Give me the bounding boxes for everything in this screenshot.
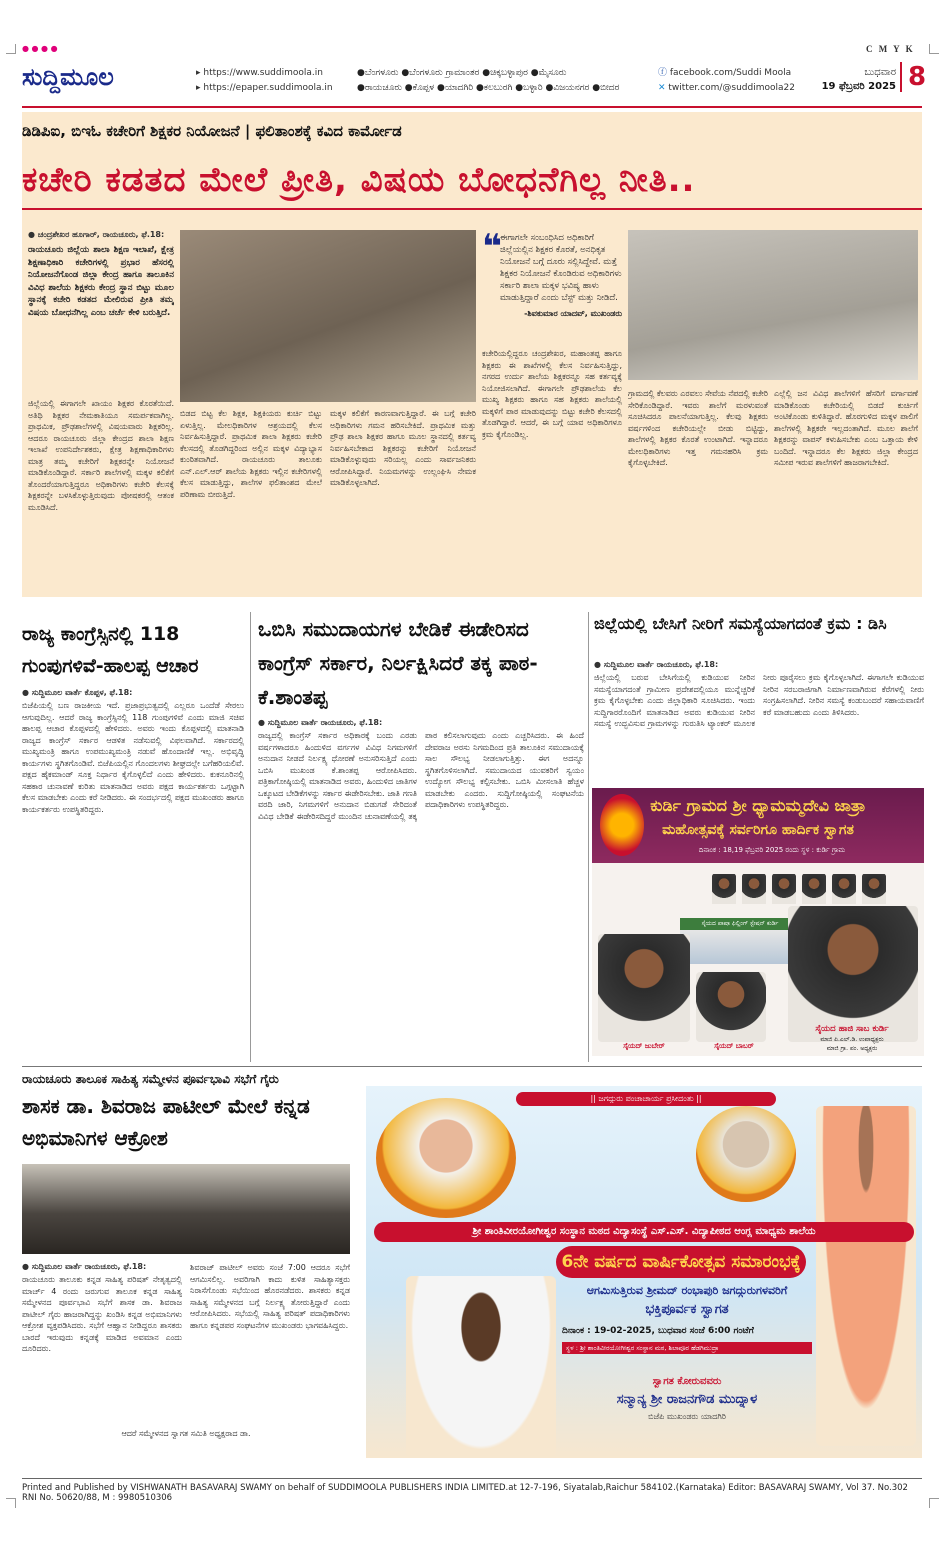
crop-mark (929, 44, 939, 54)
globe-icon: ▸ (196, 68, 204, 78)
story-byline: ● ಸುದ್ದಿಮೂಲ ವಾರ್ತೆ ರಾಯಚೂರು, ಫೆ.18: (258, 718, 383, 727)
person-photo (696, 972, 766, 1042)
event-date: ದಿನಾಂಕ : 19-02-2025, ಬುಧವಾರ ಸಂಜೆ 6:00 ಗಂಟೆಗೆ (562, 1326, 754, 1336)
cities-row: ●ರಾಯಚೂರು ●ಕೊಪ್ಪಳ ●ಯಾದಗಿರಿ ●ಕಲಬುರಗಿ ●ಬಳ್ಳಾರಿ ●ವಿಜಯನಗರ ●ಬೀದರ (357, 83, 620, 93)
social-links (658, 66, 795, 96)
story-headline: ಒಬಿಸಿ ಸಮುದಾಯಗಳ ಬೇಡಿಕೆ ಈಡೇರಿಸದ ಕಾಂಗ್ರೆಸ್ ಸರ್ಕಾರ, ನಿರ್ಲಕ್ಷಿಸಿದರೆ ತಕ್ಕ ಪಾಠ-ಕೆ.ಶಾಂತಪ್ಪ (258, 617, 538, 709)
lead-column: ಗ್ರಾಮದಲ್ಲಿ ಕೆಲವರು ಎರವಲು ಸೇವೆಯ ನೆಪದಲ್ಲಿ ಕಚೇರಿ ಸೇರಿಕೊಂಡಿದ್ದಾರೆ. ಇವರು ಶಾಲೆಗೆ ಮರಳುವಂತೆ ಸೂಚಿಸಿದರೂ ಪಾಲನೆಯಾಗುತ್ತಿಲ್ಲ. ಕೆಲವು ಶಿಕ್ಷಕರು ವರ್ಷಗಳಿಂದ ಕಚೇರಿಯಲ್ಲೇ ಬೀಡು ಬಿಟ್ಟಿದ್ದು, ಶಾಲೆಗಳಲ್ಲಿ ಶಿಕ್ಷಕರ ಕೊರತೆ ಉಂಟಾಗಿದೆ. ಇನ್ನಾದರೂ ಮೇಲಧಿಕಾರಿಗಳು ಇತ್ತ ಗಮನಹರಿಸಿ ಕ್ರಮ ಕೈಗೊಳ್ಳಬೇಕಿದೆ. (628, 389, 768, 467)
lead-column: ಜಿಲ್ಲೆಯಲ್ಲಿ ಈಗಾಗಲೇ ಖಾಯಂ ಶಿಕ್ಷಕರ ಕೊರತೆಯಿದೆ. ಅತಿಥಿ ಶಿಕ್ಷಕರ ನೇಮಕಾತಿಯೂ ಸಮರ್ಪಕವಾಗಿಲ್ಲ. ಪ್ರಾಥಮಿಕ, ಪ್ರೌಢಶಾಲೆಗಳಲ್ಲಿ ವಿಷಯವಾರು ಶಿಕ್ಷಕರಿಲ್ಲ. ಆದರೂ ರಾಯಚೂರು ಜಿಲ್ಲಾ ಕೇಂದ್ರದ ಶಾಲಾ ಶಿಕ್ಷಣ ಇಲಾಖೆ ಉಪನಿರ್ದೇಶಕರು, ಕ್ಷೇತ್ರ ಶಿಕ್ಷಣಾಧಿಕಾರಿಗಳು ಮಾತ್ರ ತಮ್ಮ ಕಚೇರಿಗೆ ಶಿಕ್ಷಕರನ್ನೇ ನಿಯೋಜನೆ ಮಾಡಿಕೊಂಡಿದ್ದಾರೆ. ಸರ್ಕಾರಿ ಶಾಲೆಗಳಲ್ಲಿ ಮಕ್ಕಳ ಕಲಿಕೆಗೆ ತೊಂದರೆಯಾಗುತ್ತಿದ್ದರೂ ಅಧಿಕಾರಿಗಳು ಕಚೇರಿ ಕೆಲಸಕ್ಕೆ ಶಿಕ್ಷಕರನ್ನೇ ಬಳಸಿಕೊಳ್ಳುತ್ತಿರುವುದು ಪೋಷಕರಲ್ಲಿ ಆತಂಕ ಮೂಡಿಸಿದೆ. (28, 399, 174, 512)
ad-top-line: || ಜಗದ್ಗುರು ಪಂಚಾಚಾರ್ಯ ಪ್ರಸೀದಂತು || (516, 1092, 776, 1106)
meeting-photo (22, 1164, 350, 1254)
date: 19 ಫೆಬ್ರವರಿ 2025 (821, 81, 896, 92)
ad-subtitle: ಮಹೋತ್ಸವಕ್ಕೆ ಸರ್ವರಿಗೂ ಹಾರ್ದಿಕ ಸ್ವಾಗತ (662, 822, 854, 838)
person-photo (788, 906, 918, 1042)
host-photo (406, 1276, 556, 1458)
petrol-pump-label: ಸೈಯದ ಪಾಷಾ ಫಿಲ್ಲಿಂಗ್ ಸ್ಟೇಷನ್ ಕುರ್ಡಿ (680, 918, 800, 930)
host-label: ಸ್ವಾಗತ ಕೋರುವವರು (652, 1376, 722, 1387)
cmyk-label: C M Y K (866, 44, 915, 54)
lead-byline: ● ಚಂದ್ರಶೇಖರ ಹೂಗಾರ್, ರಾಯಚೂರು, ಫೆ.18: (28, 230, 165, 239)
person-name: ಸೈಯದ್ ಜುಬೇರ್ (623, 1042, 665, 1050)
column-divider (250, 612, 251, 1062)
school-name: ಶ್ರೀ ಶಾಂತಿವೀರಯೋಗೀಶ್ವರ ಸಂಸ್ಥಾನ ಮಠದ ವಿದ್ಯಾಸಂಸ್ಥೆ ಎಸ್.ಎಸ್. ವಿದ್ಯಾಪೀಠದ ಆಂಗ್ಲ ಮಾಧ್ಯಮ ಶಾಲೆಯ (374, 1222, 914, 1242)
story-body: ಬಿಜೆಪಿಯಲ್ಲಿ ಬಣ ರಾಜಕೀಯ ಇದೆ. ಪ್ರಜಾಪ್ರಭುತ್ವದಲ್ಲಿ ಎಲ್ಲರೂ ಒಂದೆಡೆ ಸೇರಲು ಆಗುವುದಿಲ್ಲ. ಆದರೆ ರಾಜ್ಯ ಕಾಂಗ್ರೆಸ್ಸಿನಲ್ಲಿ 118 ಗುಂಪುಗಳಿವೆ ಎಂದು ಮಾಜಿ ಸಚಿವ ಹಾಲಪ್ಪ ಆಚಾರ ಕೊಪ್ಪಳದಲ್ಲಿ ಹೇಳಿದರು. ಅವರು ಇಂದು ಕೊಪ್ಪಳದಲ್ಲಿ ಮಾತನಾಡಿ ರಾಜ್ಯದ ಕಾಂಗ್ರೆಸ್ ಸರ್ಕಾರ ಆಡಳಿತ ನಡೆಸುವಲ್ಲಿ ವಿಫಲವಾಗಿದೆ. ಸರ್ಕಾರದಲ್ಲಿ ಮುಖ್ಯಮಂತ್ರಿ ಹಾಗೂ ಉಪಮುಖ್ಯಮಂತ್ರಿ ನಡುವೆ ಹೊಂದಾಣಿಕೆ ಇಲ್ಲ. ಅಭಿವೃದ್ಧಿ ಕಾರ್ಯಗಳು ಸ್ಥಗಿತಗೊಂಡಿವೆ. ಬಿಜೆಪಿಯಲ್ಲಿನ ಗೊಂದಲಗಳು ಶೀಘ್ರದಲ್ಲೇ ಬಗೆಹರಿಯಲಿವೆ. ಪಕ್ಷದ ಹೈಕಮಾಂಡ್ ಸೂಕ್ತ ನಿರ್ಧಾರ ಕೈಗೊಳ್ಳಲಿದೆ ಎಂದು ಹೇಳಿದರು. ಕುಕನೂರಿನಲ್ಲಿ ಸಹಕಾರ ಚುನಾವಣೆ ಕುರಿತು ಮಾತನಾಡಿದ ಅವರು ಪಕ್ಷದ ಕಾರ್ಯಕರ್ತರು ಒಗ್ಗಟ್ಟಾಗಿ ಕೆಲಸ ಮಾಡಬೇಕು ಎಂದು ಕರೆ ನೀಡಿದರು. ಈ ಸಂದರ್ಭದಲ್ಲಿ ಪಕ್ಷದ ಮುಖಂಡರು ಹಾಗೂ ಕಾರ್ಯಕರ್ತರು ಉಪಸ್ಥಿತರಿದ್ದರು. (22, 701, 244, 814)
ad-title: ಕುರ್ಡಿ ಗ್ರಾಮದ ಶ್ರೀ ಧ್ಯಾಮಮ್ಮದೇವಿ ಜಾತ್ರಾ (650, 796, 866, 815)
story-headline: ಜಿಲ್ಲೆಯಲ್ಲಿ ಬೇಸಿಗೆ ನೀರಿಗೆ ಸಮಸ್ಯೆಯಾಗದಂತೆ ಕ್ರಮ : ಡಿಸಿ (594, 614, 887, 633)
website-link[interactable]: https://www.suddimoola.in (203, 68, 323, 78)
lead-column: ಕಚೇರಿಯಲ್ಲಿದ್ದರೂ ಚಂದ್ರಶೇಖರ, ಮಹಾಂತಪ್ಪ ಹಾಗೂ ಶಿಕ್ಷಕರು ಈ ಶಾಖೆಗಳಲ್ಲಿ ಕೆಲಸ ನಿರ್ವಹಿಸುತ್ತಿದ್ದು, ನಗರದ ಉರ್ದು ಶಾಲೆಯ ಶಿಕ್ಷಕರನ್ನೂ ಸಹ ಕರ್ತವ್ಯಕ್ಕೆ ನಿಯೋಜಿಸಲಾಗಿದೆ. ಈಗಾಗಲೇ ಪ್ರೌಢಶಾಲೆಯ ಕೆಲ ಮುಖ್ಯ ಶಿಕ್ಷಕರು ಹಾಗೂ ಸಹ ಶಿಕ್ಷಕರು ಶಾಲೆಯಲ್ಲಿ ಮಕ್ಕಳಿಗೆ ಪಾಠ ಮಾಡುವುದನ್ನು ಬಿಟ್ಟು ಕಚೇರಿ ಕೆಲಸದಲ್ಲಿ ತೊಡಗಿದ್ದಾರೆ. ಆದರೆ, ಈ ಬಗ್ಗೆ ಯಾವ ಅಧಿಕಾರಿಗಳೂ ಕ್ರಮ ಕೈಗೊಂಡಿಲ್ಲ. (482, 349, 622, 439)
lead-photo-office-building (628, 230, 918, 380)
story-kicker: ರಾಯಚೂರು ತಾಲೂಕ ಸಾಹಿತ್ಯ ಸಮ್ಮೇಳನ ಪೂರ್ವಭಾವಿ ಸಭೆಗೆ ಗೈರು (22, 1072, 279, 1086)
weekday: ಬುಧವಾರ (864, 67, 896, 78)
twitter-link[interactable]: twitter.com/@suddimoola22 (668, 83, 795, 93)
jatra-advertisement (592, 788, 924, 1056)
story-body: ರಾಯಚೂರು ತಾಲೂಕು ಕನ್ನಡ ಸಾಹಿತ್ಯ ಪರಿಷತ್ ನೇತೃತ್ವದಲ್ಲಿ ಮಾರ್ಚ್ 4 ರಂದು ಜರುಗುವ ತಾಲೂಕ ಕನ್ನಡ ಸಾಹಿತ್ಯ ಸಮ್ಮೇಳನದ ಪೂರ್ವಭಾವಿ ಸಭೆಗೆ ಶಾಸಕ ಡಾ. ಶಿವರಾಜ ಪಾಟೀಲ್ ಗೈರು ಹಾಜರಾಗಿದ್ದನ್ನು ಖಂಡಿಸಿ ಕನ್ನಡ ಅಭಿಮಾನಿಗಳು ಆಕ್ರೋಶ ವ್ಯಕ್ತಪಡಿಸಿದರು. ಸಭೆಗೆ ಆಹ್ವಾನ ನೀಡಿದ್ದರೂ ಶಾಸಕರು ಬಾರದೆ ಇರುವುದು ಕನ್ನಡಕ್ಕೆ ಮಾಡಿದ ಅವಮಾನ ಎಂದು ದೂರಿದರು. (22, 1275, 182, 1353)
facebook-icon: ⓕ (658, 68, 670, 78)
leader-photo (742, 874, 766, 904)
imprint-footer: Printed and Published by VISHWANATH BASAVARAJ SWAMY on behalf of SUDDIMOOLA PUBLISHERS INDIA LIMITED.at 12-7-196, Siyatalab,Raichur 584102.(Karnataka) Editor: BASAVARAJ SWAMY, Vol 37. No.302 RNI No. 50620/88, M : 9980510306 (22, 1478, 922, 1503)
story-headline: ಶಾಸಕ ಡಾ. ಶಿವರಾಜ ಪಾಟೀಲ್ ಮೇಲೆ ಕನ್ನಡ ಅಭಿಮಾನಿಗಳ ಆಕ್ರೋಶ (22, 1094, 310, 1150)
newspaper-logo: ಸುದ್ದಿಮೂಲ (22, 62, 114, 91)
swamiji-photo (376, 1098, 516, 1218)
lead-kicker: ಡಿಡಿಪಿಐ, ಬಿಇಓ ಕಚೇರಿಗೆ ಶಿಕ್ಷಕರ ನಿಯೋಜನೆ | ಫಲಿತಾಂಶಕ್ಕೆ ಕವಿದ ಕಾರ್ಮೋಡ (22, 122, 402, 140)
story-body: ರಾಜ್ಯದಲ್ಲಿ ಕಾಂಗ್ರೆಸ್ ಸರ್ಕಾರ ಅಧಿಕಾರಕ್ಕೆ ಬಂದು ಎರಡು ವರ್ಷಗಳಾದರೂ ಹಿಂದುಳಿದ ವರ್ಗಗಳ ವಿವಿಧ ನಿಗಮಗಳಿಗೆ ಅನುದಾನ ನೀಡದೆ ನಿರ್ಲಕ್ಷ್ಯ ಧೋರಣೆ ಅನುಸರಿಸುತ್ತಿದೆ ಎಂದು ಒಬಿಸಿ ಮುಖಂಡ ಕೆ.ಶಾಂತಪ್ಪ ಆರೋಪಿಸಿದರು. ಪತ್ರಿಕಾಗೋಷ್ಠಿಯಲ್ಲಿ ಮಾತನಾಡಿದ ಅವರು, ಹಿಂದುಳಿದ ಜಾತಿಗಳ ಒಕ್ಕೂಟದ ಬೇಡಿಕೆಗಳನ್ನು ಸರ್ಕಾರ ಈಡೇರಿಸಬೇಕು. ಜಾತಿ ಗಣತಿ ವರದಿ ಜಾರಿ, ನಿಗಮಗಳಿಗೆ ಅನುದಾನ ಬಿಡುಗಡೆ ಸೇರಿದಂತೆ ವಿವಿಧ ಬೇಡಿಕೆ ಈಡೇರಿಸದಿದ್ದರೆ ಮುಂದಿನ ಚುನಾವಣೆಯಲ್ಲಿ ತಕ್ಕ ಪಾಠ ಕಲಿಸಲಾಗುವುದು ಎಂದು ಎಚ್ಚರಿಸಿದರು. ಈ ಹಿಂದೆ ದೇವರಾಜ ಅರಸು ನಿಗಮದಿಂದ ಪ್ರತಿ ತಾಲೂಕಿನ ಸಮುದಾಯಕ್ಕೆ ಸಾಲ ಸೌಲಭ್ಯ ನೀಡಲಾಗುತ್ತಿತ್ತು. ಈಗ ಅದನ್ನೂ ಸ್ಥಗಿತಗೊಳಿಸಲಾಗಿದೆ. ಸಮುದಾಯದ ಯುವಕರಿಗೆ ಸ್ವಯಂ ಉದ್ಯೋಗ ಸೌಲಭ್ಯ ಕಲ್ಪಿಸಬೇಕು. ಒಬಿಸಿ ಮೀಸಲಾತಿ ಹೆಚ್ಚಳ ಮಾಡಬೇಕು ಎಂದರು. ಸುದ್ದಿಗೋಷ್ಠಿಯಲ್ಲಿ ಸಂಘಟನೆಯ ಪದಾಧಿಕಾರಿಗಳು ಉಪಸ್ಥಿತರಿದ್ದರು. (258, 731, 584, 821)
twitter-icon: ✕ (658, 83, 669, 93)
epaper-link[interactable]: https://epaper.suddimoola.in (203, 83, 333, 93)
ad-dates: ದಿನಾಂಕ : 18,19 ಫೆಬ್ರವರಿ 2025 ರಂದು ಸ್ಥಳ : ಕುರ್ಡಿ ಗ್ರಾಮ (698, 846, 846, 854)
leaders-row (712, 874, 912, 904)
crop-mark (6, 1498, 16, 1508)
page-number: 8 (900, 62, 926, 92)
crop-mark (929, 1498, 939, 1508)
story-byline: ● ಸುದ್ದಿಮೂಲ ವಾರ್ತೆ ಕೊಪ್ಪಳ, ಫೆ.18: (22, 688, 133, 697)
facebook-link[interactable]: facebook.com/Suddi Moola (669, 68, 792, 78)
section-rule (22, 1066, 922, 1067)
swamiji-standing-photo (816, 1106, 916, 1446)
person-name: ಸೈಯದ ಹಾಜಿ ಸಾಬ ಕುರ್ಡಿ (815, 1024, 889, 1034)
host-role: ಬಿಜೆಪಿ ಮುಖಂಡರು ಯಾದಗಿರಿ (648, 1412, 726, 1421)
welcome-line: ಭಕ್ತಿಪೂರ್ವಕ ಸ್ವಾಗತ (645, 1302, 729, 1317)
pull-quote (482, 227, 622, 342)
story-body: ಶಿವರಾಜ್ ಪಾಟೀಲ್ ಅವರು ಸಂಜೆ 7:00 ಆದರೂ ಸಭೆಗೆ ಆಗಮಿಸಲಿಲ್ಲ. ಅವರಿಗಾಗಿ ಕಾದು ಕುಳಿತ ಸಾಹಿತ್ಯಾಸಕ್ತರು ನಿರಾಸೆಗೊಂಡು ಸಭೆಯಿಂದ ಹೊರನಡೆದರು. ಶಾಸಕರು ಕನ್ನಡ ಸಾಹಿತ್ಯ ಸಮ್ಮೇಳನದ ಬಗ್ಗೆ ನಿರ್ಲಕ್ಷ್ಯ ತೋರುತ್ತಿದ್ದಾರೆ ಎಂದು ಆರೋಪಿಸಿದರು. ಸಭೆಯಲ್ಲಿ ಸಾಹಿತ್ಯ ಪರಿಷತ್ ಪದಾಧಿಕಾರಿಗಳು ಹಾಗೂ ಕನ್ನಡಪರ ಸಂಘಟನೆಗಳ ಮುಖಂಡರು ಭಾಗವಹಿಸಿದ್ದರು. (190, 1263, 350, 1330)
school-anniversary-advertisement (366, 1086, 922, 1458)
lead-column: ಎಲ್ಲೆಲ್ಲಿ ಜನ ವಿವಿಧ ಶಾಲೆಗಳಿಗೆ ಹೆಸರಿಗೆ ವರ್ಗಾವಣೆ ಮಾಡಿಕೊಂಡು ಕಚೇರಿಯಲ್ಲಿ ಬಿಡದೆ ಕುರ್ಚಿಗೆ ಅಂಟಿಕೊಂಡು ಕುಳಿತಿದ್ದಾರೆ. ಹೊರಗುಳಿದ ಮಕ್ಕಳ ಪಾಲಿಗೆ ಶಾಲೆಗಳಲ್ಲಿ ಶಿಕ್ಷಕರೇ ಇಲ್ಲದಂತಾಗಿದೆ. ಮೂಲ ಶಾಲೆಗೆ ಶಿಕ್ಷಕರನ್ನು ವಾಪಸ್ ಕಳುಹಿಸಬೇಕು ಎಂಬ ಒತ್ತಾಯ ಕೇಳಿ ಬಂದಿದೆ. ಇನ್ನಾದರೂ ಕೆಲ ಶಿಕ್ಷಕರು ಜಿಲ್ಲಾ ಕೇಂದ್ರದ ಸಮೀಪ ಇರುವ ಶಾಲೆಗಳಿಗೆ ಹಾಜರಾಗಬೇಕಿದೆ. (774, 389, 918, 467)
globe-icon: ▸ (196, 83, 204, 93)
lead-photo-old-building (180, 230, 476, 402)
story-tail: ಆದರೆ ಸಮ್ಮೇಳನದ ಸ್ವಾಗತ ಸಮಿತಿ ಅಧ್ಯಕ್ಷರಾದ ಡಾ. (121, 1429, 251, 1438)
lead-rule (22, 208, 922, 210)
masthead (22, 60, 927, 108)
leader-photo (772, 874, 796, 904)
person-photo (598, 934, 690, 1042)
lead-column: ಬಿಡದ ಬಿಟ್ಟ ಕೆಲ ಶಿಕ್ಷಕ, ಶಿಕ್ಷಕಿಯರು ಕುರ್ಚಿ ಬಿಟ್ಟು ಏಳುತ್ತಿಲ್ಲ. ಮೇಲಧಿಕಾರಿಗಳ ಆಶ್ರಯದಲ್ಲಿ ಕೆಲಸ ನಿರ್ವಹಿಸುತ್ತಿದ್ದಾರೆ. ಪ್ರಾಥಮಿಕ ಶಾಲಾ ಶಿಕ್ಷಕರು ಕಚೇರಿ ಕೆಲಸದಲ್ಲಿ ತೊಡಗಿದ್ದರಿಂದ ಅಲ್ಲಿನ ಮಕ್ಕಳ ವಿದ್ಯಾಭ್ಯಾಸ ಕುಂಠಿತವಾಗಿದೆ. ರಾಯಚೂರು ತಾಲೂಕು ಎನ್.ಎಲ್.ಆರ್ ಶಾಲೆಯ ಶಿಕ್ಷಕರು ಇಲ್ಲಿನ ಕಚೇರಿಗಳಲ್ಲಿ ಕೆಲಸ ಮಾಡುತ್ತಿದ್ದು, ಶಾಲೆಗಳ ಫಲಿತಾಂಶದ ಮೇಲೆ ಪರಿಣಾಮ ಬೀರುತ್ತಿದೆ. (180, 409, 322, 499)
host-name: ಸನ್ಮಾನ್ಯ ಶ್ರೀ ರಾಜನಗೌಡ ಮುದ್ನಾಳ (616, 1392, 758, 1407)
leader-photo (712, 874, 736, 904)
lead-column: ಮಕ್ಕಳ ಕಲಿಕೆಗೆ ಕಾರಣವಾಗುತ್ತಿದ್ದಾರೆ. ಈ ಬಗ್ಗೆ ಕಚೇರಿ ಅಧಿಕಾರಿಗಳು ಗಮನ ಹರಿಸಬೇಕಿದೆ. ಪ್ರಾಥಮಿಕ ಮತ್ತು ಪ್ರೌಢ ಶಾಲಾ ಶಿಕ್ಷಕರ ಹಾಗೂ ಮೂಲ ಸ್ಥಾನದಲ್ಲಿ ಕರ್ತವ್ಯ ನಿರ್ವಹಿಸಬೇಕಾದ ಶಿಕ್ಷಕರನ್ನು ಕಚೇರಿಗೆ ನಿಯೋಜನೆ ಮಾಡಿಕೊಳ್ಳುವುದು ಸರಿಯಲ್ಲ ಎಂದು ಸಾರ್ವಜನಿಕರು ಆರೋಪಿಸಿದ್ದಾರೆ. ನಿಯಮಗಳನ್ನು ಉಲ್ಲಂಘಿಸಿ ನೇಮಕ ಮಾಡಿಕೊಳ್ಳಲಾಗಿದೆ. (330, 409, 476, 487)
story-headline: ರಾಜ್ಯ ಕಾಂಗ್ರೆಸ್ಸಿನಲ್ಲಿ 118 ಗುಂಪುಗಳಿವೆ-ಹಾಲಪ್ಪ ಆಚಾರ (22, 623, 199, 677)
story-byline: ● ಸುದ್ದಿಮೂಲ ವಾರ್ತೆ ರಾಯಚೂರು, ಫೆ.18: (594, 660, 719, 669)
event-venue: ಸ್ಥಳ : ಶ್ರೀ ಶಾಂತಿವೀರಯೋಗೀಶ್ವರ ಸಂಸ್ಥಾನ ಮಠ, ಶಿಲಾಪೂರ ಹೆಡಗಿಮುದ್ರಾ (562, 1342, 812, 1354)
goddess-image (600, 794, 644, 856)
pull-quote-text: ಈಗಾಗಲೇ ಸಂಬಂಧಿಸಿದ ಅಧಿಕಾರಿಗೆ ಜಿಲ್ಲೆಯಲ್ಲಿನ ಶಿಕ್ಷಕರ ಕೊರತೆ, ಅನಧಿಕೃತ ನಿಯೋಜನೆ ಬಗ್ಗೆ ದೂರು ಸಲ್ಲಿಸಿದ್ದೇವೆ. ಮತ್ತೆ ಶಿಕ್ಷಕರ ನಿಯೋಜನೆ ಕೊಂಡಿರುವ ಅಧಿಕಾರಿಗಳು ಸರ್ಕಾರಿ ಶಾಲಾ ಮಕ್ಕಳ ಭವಿಷ್ಯ ಹಾಳು ಮಾಡುತ್ತಿದ್ದಾರೆ ಎಂದು ಬೆಸ್ಟ್ ಮತ್ತು ನೀಡಿದೆ. (500, 233, 622, 303)
guru-photo (696, 1106, 796, 1202)
leader-photo (802, 874, 826, 904)
story-body: ಜಿಲ್ಲೆಯಲ್ಲಿ ಬರುವ ಬೇಸಿಗೆಯಲ್ಲಿ ಕುಡಿಯುವ ನೀರಿನ ಸಮಸ್ಯೆಯಾಗದಂತೆ ಗ್ರಾಮೀಣ ಪ್ರದೇಶದಲ್ಲಿಯೂ ಮುನ್ನೆಚ್ಚರಿಕೆ ಕ್ರಮ ಕೈಗೊಳ್ಳಬೇಕು ಎಂದು ಜಿಲ್ಲಾಧಿಕಾರಿ ಸೂಚಿಸಿದರು. ಇಂದು ಸುದ್ದಿಗಾರರೊಂದಿಗೆ ಮಾತನಾಡಿದ ಅವರು ಕುಡಿಯುವ ನೀರಿನ ಸಮಸ್ಯೆ ಉದ್ಭವಿಸುವ ಗ್ರಾಮಗಳನ್ನು ಗುರುತಿಸಿ ಟ್ಯಾಂಕರ್ ಮೂಲಕ ನೀರು ಪೂರೈಸಲು ಕ್ರಮ ಕೈಗೊಳ್ಳಲಾಗಿದೆ. ಈಗಾಗಲೇ ಕುಡಿಯುವ ನೀರಿನ ಸರಬರಾಜಿಗಾಗಿ ನಿರ್ಮಾಣವಾಗಿರುವ ಕೆರೆಗಳಲ್ಲಿ ನೀರು ಸಂಗ್ರಹಿಸಲಾಗಿದೆ. ನೀರಿನ ಸಮಸ್ಯೆ ಕಂಡುಬಂದರೆ ಸಹಾಯವಾಣಿಗೆ ಕರೆ ಮಾಡಬಹುದು ಎಂದು ತಿಳಿಸಿದರು. (594, 673, 924, 728)
color-registration-dots: ● ● ● ● (22, 44, 58, 53)
lead-intro: ರಾಯಚೂರು ಜಿಲ್ಲೆಯ ಶಾಲಾ ಶಿಕ್ಷಣ ಇಲಾಖೆ, ಕ್ಷೇತ್ರ ಶಿಕ್ಷಣಾಧಿಕಾರಿ ಕಚೇರಿಗಳಲ್ಲಿ ಪ್ರಭಾರ ಹೆಸರಲ್ಲಿ ನಿಯೋಜನೆಗೊಂಡ ಜಿಲ್ಲಾ ಕೇಂದ್ರ ಹಾಗೂ ತಾಲೂಕಿನ ವಿವಿಧ ಶಾಲೆಯ ಶಿಕ್ಷಕರು ಕೇಂದ್ರ ಸ್ಥಾನ ಬಿಟ್ಟು ಮೂಲ ಸ್ಥಾನಕ್ಕೆ ಕಚೇರಿ ಕಡತದ ಮೇಲಿರುವ ಪ್ರೀತಿ ತಮ್ಮ ವಿಷಯ ಬೋಧನೆಗಿಲ್ಲ ಎಂಬ ಚರ್ಚೆ ಕೇಳಿ ಬರುತ್ತಿದೆ. (28, 245, 174, 318)
person-role: ಮಾಜಿ ಪಿ.ಎಲ್.ಡಿ. ಉಪಾಧ್ಯಕ್ಷರು (820, 1036, 884, 1043)
crop-mark (6, 44, 16, 54)
guest-line: ಆಗಮಿಸುತ್ತಿರುವ ಶ್ರೀಮದ್ ರಂಭಾಪುರಿ ಜಗದ್ಗುರುಗಳವರಿಗೆ (586, 1284, 788, 1297)
quote-icon: ❝ (482, 227, 502, 267)
column-divider (588, 612, 589, 1062)
pull-quote-author: -ಶಿವಕುಮಾರ ಯಾದವ್, ಮುಖಂಡರು (524, 309, 622, 318)
masthead-links (196, 66, 333, 96)
cities-row: ●ಬೆಂಗಳೂರು ●ಬೆಂಗಳೂರು ಗ್ರಾಮಾಂತರ ●ಚಿಕ್ಕಬಳ್ಳಾಪುರ ●ಮೈಸೂರು (357, 68, 567, 78)
issue-date (810, 66, 896, 94)
edition-cities (357, 66, 619, 96)
person-name: ಸೈಯದ್ ಬಾಬರ್ (714, 1042, 754, 1050)
person-role: ಮಾಜಿ ಗ್ರಾ. ಪಂ. ಅಧ್ಯಕ್ಷರು (826, 1045, 878, 1052)
leader-photo (862, 874, 886, 904)
leader-photo (832, 874, 856, 904)
event-title: 6ನೇ ವರ್ಷದ ವಾರ್ಷಿಕೋತ್ಸವ ಸಮಾರಂಭಕ್ಕೆ (556, 1246, 806, 1278)
petrol-pump-image (680, 930, 800, 964)
lead-headline: ಕಚೇರಿ ಕಡತದ ಮೇಲೆ ಪ್ರೀತಿ, ವಿಷಯ ಬೋಧನೆಗಿಲ್ಲ ನೀತಿ.. (22, 160, 696, 200)
story-byline: ● ಸುದ್ದಿಮೂಲ ವಾರ್ತೆ ರಾಯಚೂರು, ಫೆ.18: (22, 1262, 147, 1271)
